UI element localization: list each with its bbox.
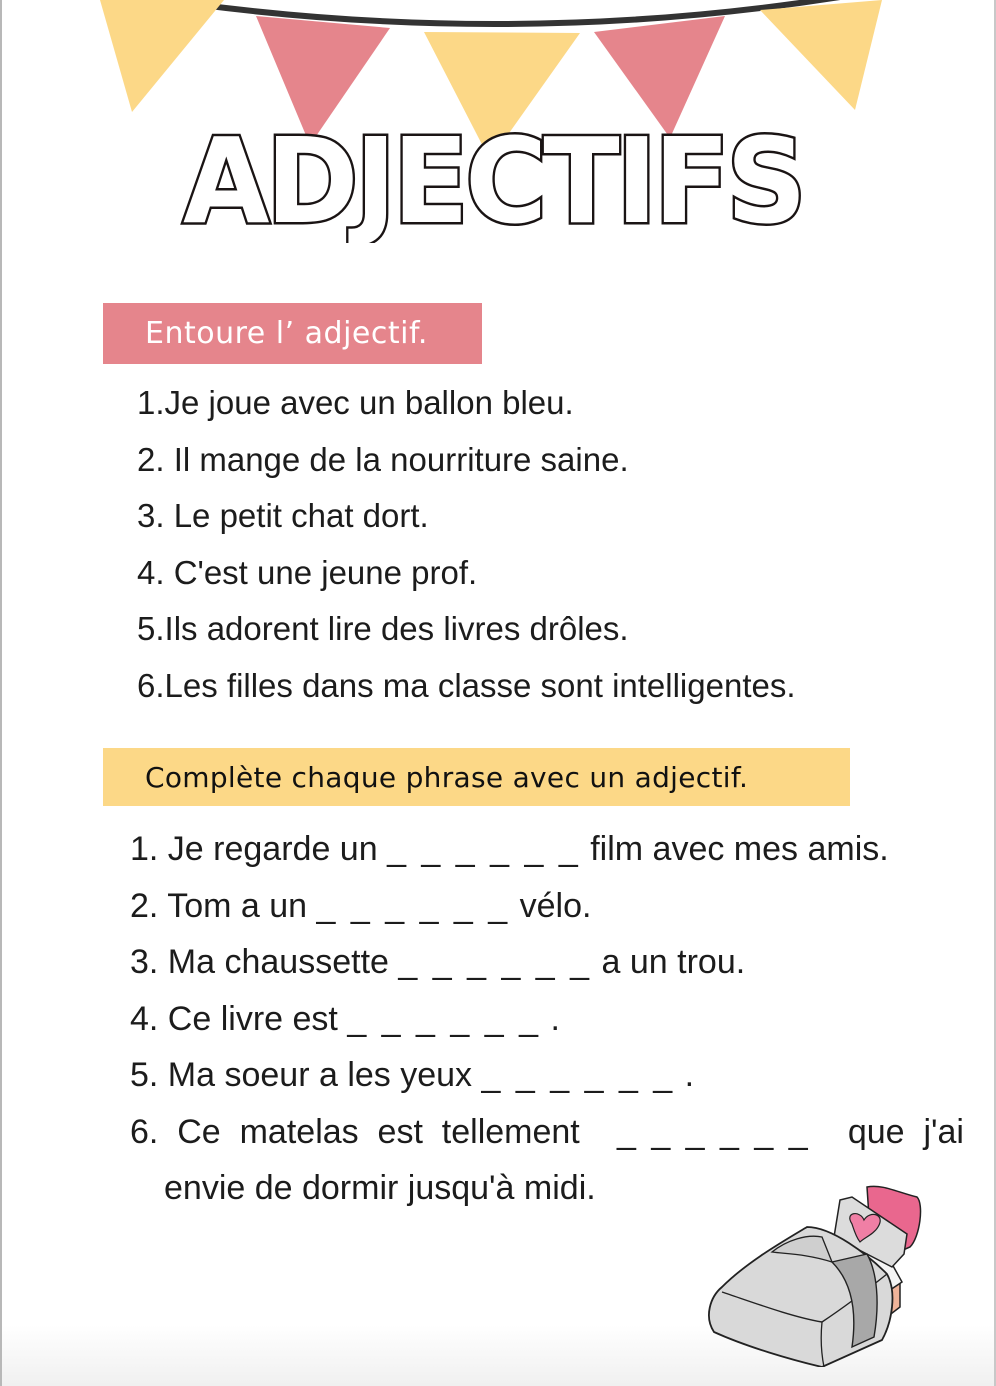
section1-heading bbox=[103, 303, 482, 364]
list-item: 6.Les filles dans ma classe sont intelligentes. bbox=[137, 666, 796, 704]
list-item: 3. Ma chaussette _ _ _ _ _ _ a un trou. bbox=[130, 943, 746, 981]
answer-blank[interactable]: _ _ _ _ _ _ bbox=[616, 1112, 811, 1151]
answer-blank[interactable]: _ _ _ _ _ _ bbox=[316, 886, 511, 925]
list-item: 5.Ils adorent lire des livres drôles. bbox=[137, 610, 629, 647]
answer-blank[interactable]: _ _ _ _ _ _ bbox=[398, 943, 593, 981]
list-item: 1. Je regarde un _ _ _ _ _ _ film avec mes amis. bbox=[130, 830, 889, 868]
fill-in-adjective-list bbox=[130, 826, 970, 1222]
bed-illustration bbox=[692, 1182, 932, 1367]
svg-text:ADJECTIFS: ADJECTIFS bbox=[183, 118, 803, 243]
answer-blank[interactable]: _ _ _ _ _ _ bbox=[347, 999, 541, 1038]
list-item: 6. Ce matelas est tellement _ _ _ _ _ _ que j'ai bbox=[130, 1109, 964, 1166]
answer-blank[interactable]: _ _ _ _ _ _ bbox=[387, 830, 581, 868]
list-item: 1.Je joue avec un ballon bleu. bbox=[137, 384, 574, 421]
page-title bbox=[2, 118, 996, 243]
list-item: 3. Le petit chat dort. bbox=[137, 497, 429, 534]
list-item: 2. Il mange de la nourriture saine. bbox=[137, 440, 629, 478]
section1-heading-text: Entoure l’ adjectif. bbox=[145, 316, 428, 351]
list-item: 4. Ce livre est _ _ _ _ _ _ . bbox=[130, 999, 560, 1038]
section2-heading-text: Complète chaque phrase avec un adjectif. bbox=[145, 760, 749, 794]
circle-adjective-list bbox=[137, 380, 957, 719]
list-item: 5. Ma soeur a les yeux _ _ _ _ _ _ . bbox=[130, 1056, 695, 1094]
list-item: 2. Tom a un _ _ _ _ _ _ vélo. bbox=[130, 886, 592, 925]
section2-heading bbox=[103, 748, 850, 806]
list-item: 4. C'est une jeune prof. bbox=[137, 553, 478, 591]
flag-yellow-1 bbox=[100, 0, 224, 112]
flag-yellow-3 bbox=[760, 0, 882, 110]
answer-blank[interactable]: _ _ _ _ _ _ bbox=[481, 1056, 676, 1094]
list-item-continuation: envie de dormir jusqu'à midi. bbox=[164, 1169, 596, 1207]
